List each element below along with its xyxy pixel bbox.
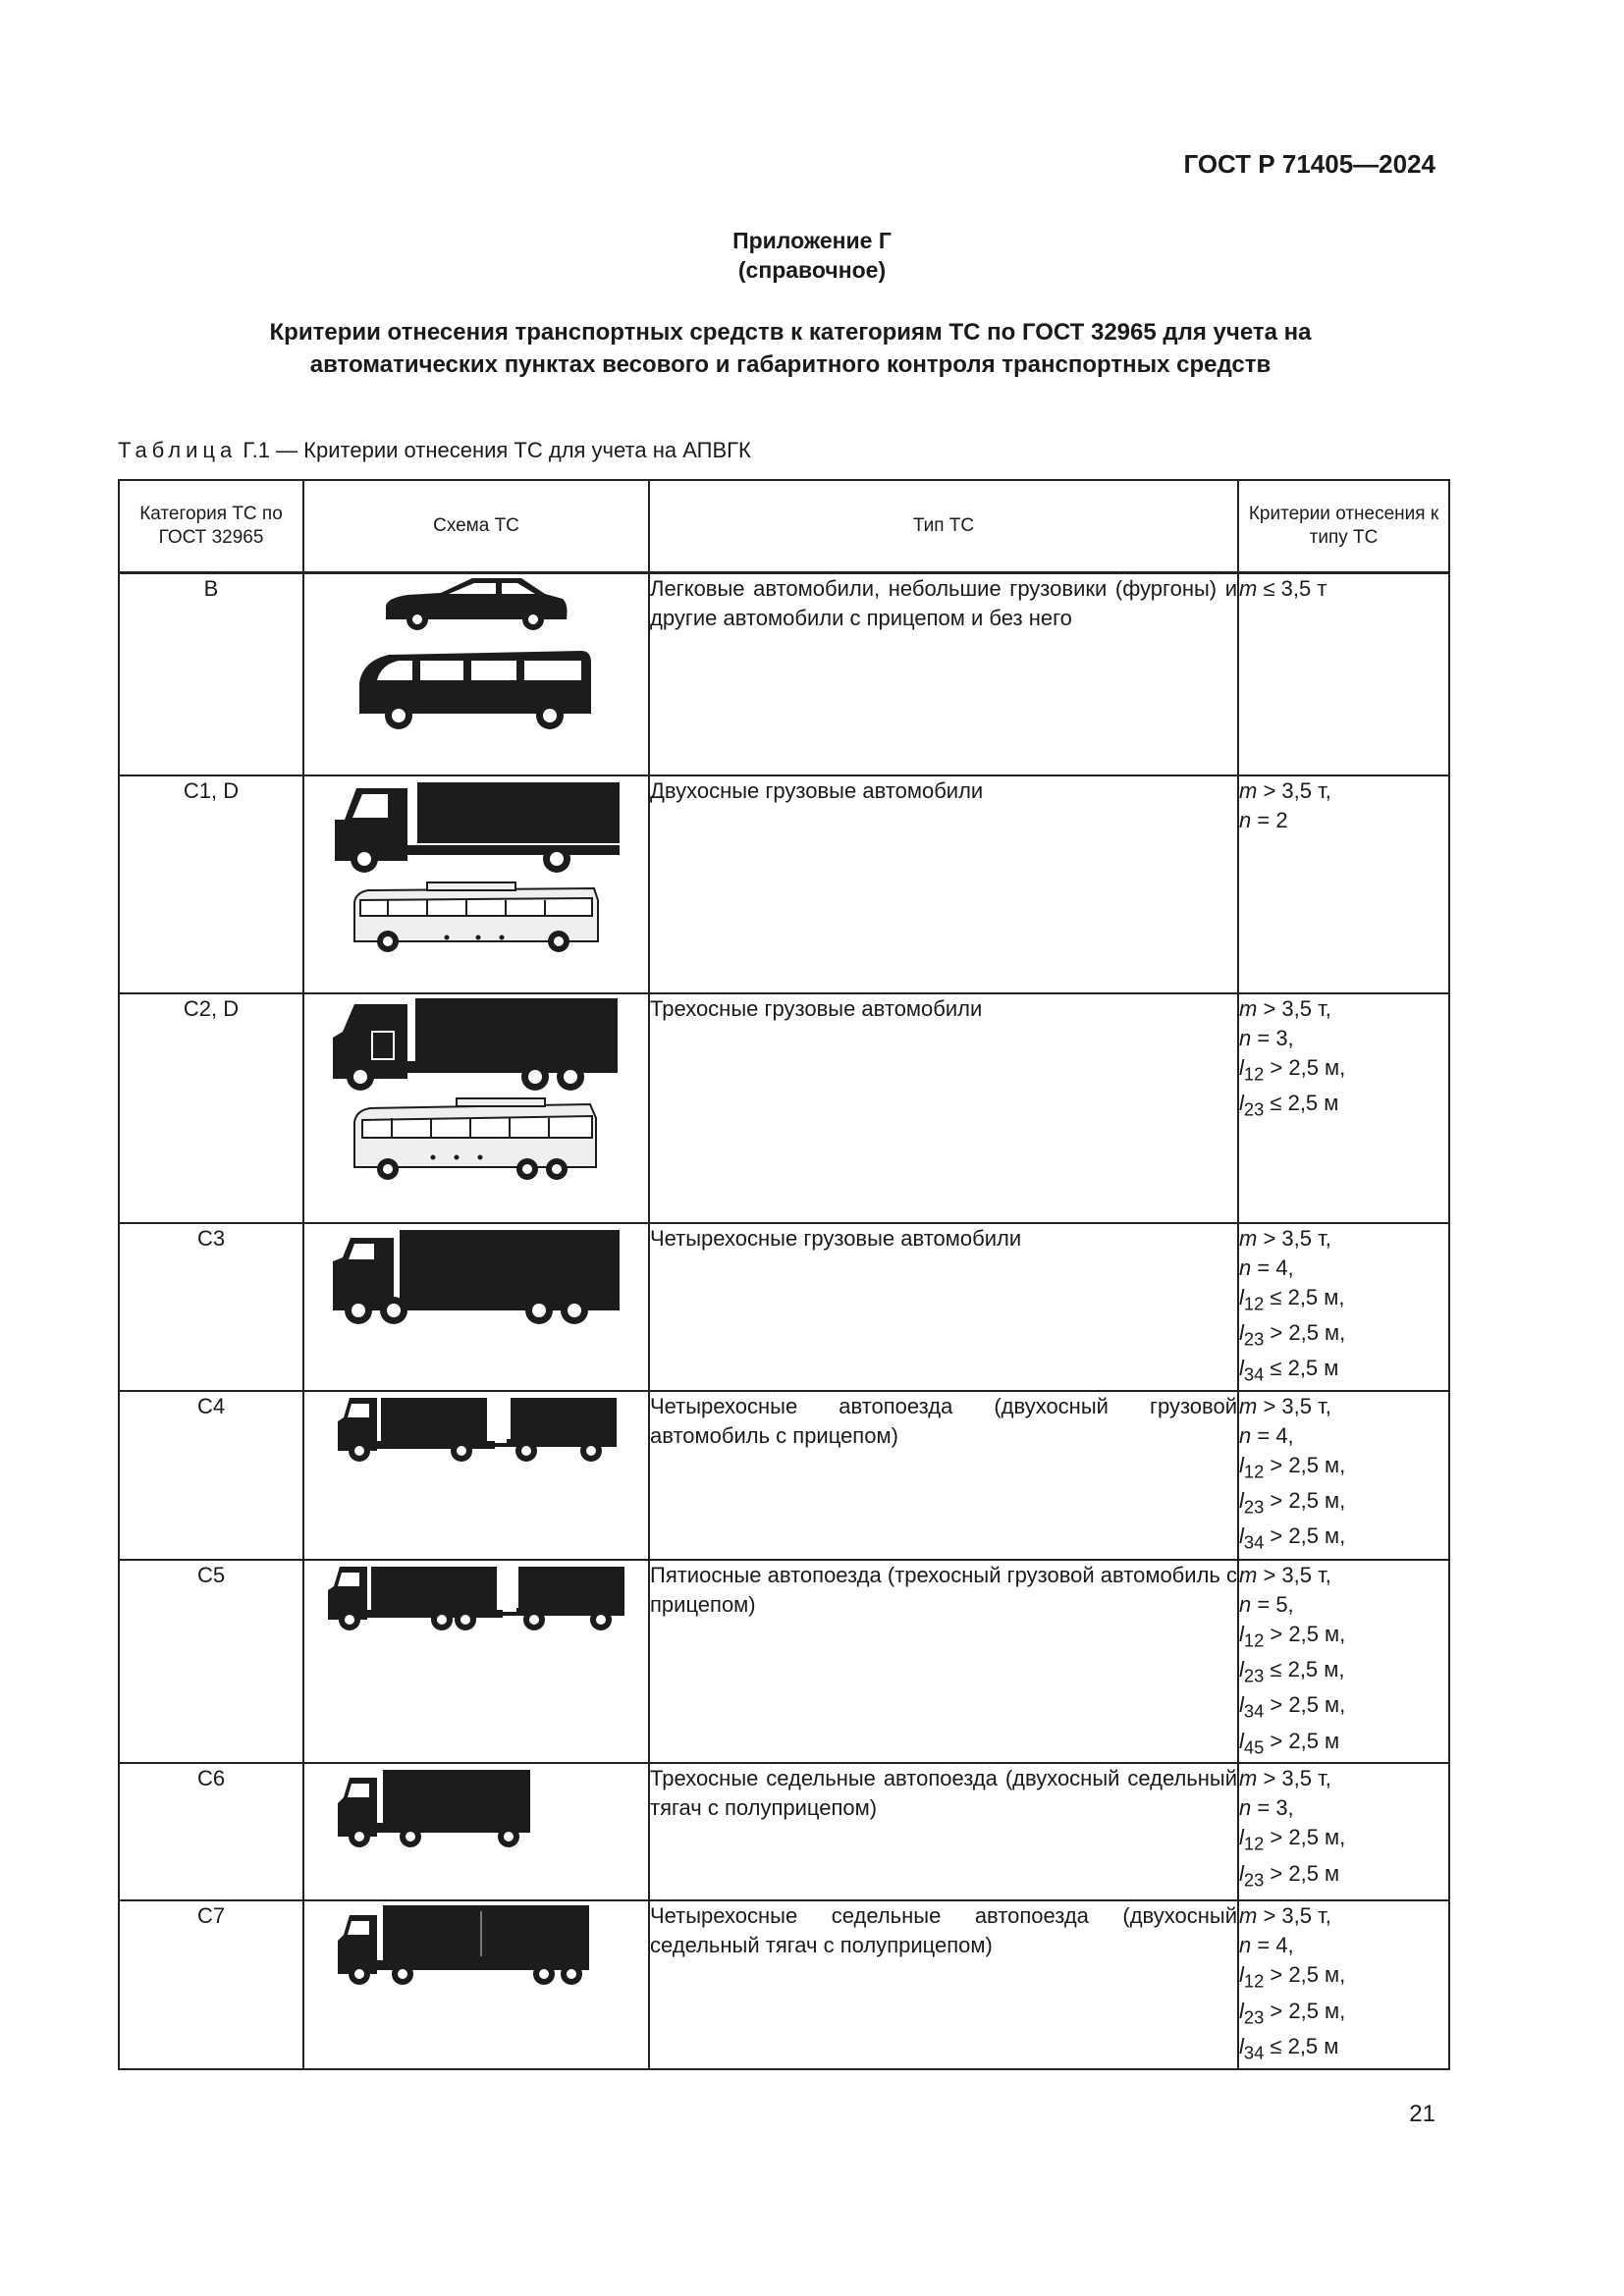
minibus-icon bbox=[353, 645, 599, 733]
scheme-cell bbox=[303, 1763, 649, 1900]
criteria-cell bbox=[1238, 1763, 1449, 1900]
annex-subject-heading bbox=[147, 316, 1434, 381]
criteria-line: $l_{23} > 2,5$ м, bbox=[1239, 1488, 1346, 1518]
criteria-line: $l_{23} \le 2,5$ м bbox=[1239, 1090, 1339, 1120]
criteria-line: n = 5, bbox=[1239, 1591, 1294, 1617]
criteria-cell bbox=[1238, 1223, 1449, 1391]
criteria-line: $l_{45} > 2,5$ м bbox=[1239, 1728, 1340, 1758]
type-cell: Трехосные грузовые автомобили bbox=[649, 993, 1238, 1223]
criteria-line: m ≤ 3,5 т bbox=[1239, 576, 1327, 601]
three-axle-truck-with-trailer-icon bbox=[324, 1561, 628, 1633]
three-axle-truck-icon bbox=[329, 994, 623, 1093]
table-caption-text: Г.1 — Критерии отнесения ТС для учета на АПВГК bbox=[237, 438, 751, 462]
annex-note: (справочное) bbox=[737, 257, 887, 283]
criteria-line: n = 4, bbox=[1239, 1422, 1294, 1448]
criteria-line: $l_{34} \le 2,5$ м bbox=[1239, 2034, 1339, 2063]
col-header-scheme: Схема ТС bbox=[303, 480, 649, 573]
col-header-category: Категория ТС по ГОСТ 32965 bbox=[119, 480, 303, 573]
criteria-line: $l_{34} \le 2,5$ м bbox=[1239, 1356, 1339, 1385]
col-header-criteria: Критерии отнесения к типу ТС bbox=[1238, 480, 1449, 573]
two-axle-truck-icon bbox=[329, 776, 623, 875]
table-row bbox=[119, 1900, 1449, 2069]
scheme-cell bbox=[303, 993, 649, 1223]
standard-number: ГОСТ Р 71405—2024 bbox=[1183, 149, 1435, 179]
col-header-type: Тип ТС bbox=[649, 480, 1238, 573]
type-cell: Четырехосные автопоезда (двухосный грузовой автомобиль с прицепом) bbox=[649, 1391, 1238, 1560]
criteria-line: m > 3,5 т, bbox=[1239, 1225, 1331, 1251]
criteria-line: $l_{34} > 2,5$ м, bbox=[1239, 1523, 1346, 1553]
type-cell: Четырехосные грузовые автомобили bbox=[649, 1223, 1238, 1391]
type-cell: Легковые автомобили, небольшие грузовики (фургоны) и другие автомобили с прицепом и без него bbox=[649, 573, 1238, 775]
table-row bbox=[119, 1223, 1449, 1391]
criteria-line: $l_{12} > 2,5$ м, bbox=[1239, 1825, 1346, 1854]
criteria-line: n = 3, bbox=[1239, 1795, 1294, 1821]
criteria-line: $l_{23} \le 2,5$ м, bbox=[1239, 1657, 1345, 1686]
criteria-line: $l_{23} > 2,5$ м bbox=[1239, 1860, 1340, 1891]
criteria-line: m > 3,5 т, bbox=[1239, 1766, 1331, 1791]
car-icon bbox=[378, 574, 574, 633]
criteria-line: $l_{23} > 2,5$ м, bbox=[1239, 1319, 1346, 1350]
table-row bbox=[119, 1560, 1449, 1764]
criteria-line: $l_{12} > 2,5$ м, bbox=[1239, 1962, 1346, 1992]
type-cell: Трехосные седельные автопоезда (двухосный седельный тягач с полуприцепом) bbox=[649, 1763, 1238, 1900]
four-axle-truck-icon bbox=[329, 1224, 623, 1326]
criteria-line: $l_{12} > 2,5$ м, bbox=[1239, 1452, 1346, 1482]
criteria-cell bbox=[1238, 775, 1449, 993]
heading-line-1: Критерии отнесения транспортных средств к категориям ТС по ГОСТ 32965 для учета на bbox=[269, 319, 1312, 346]
category-cell: C1, D bbox=[119, 775, 303, 993]
category-cell: C2, D bbox=[119, 993, 303, 1223]
heading-line-2: автоматических пунктах весового и габаритного контроля транспортных средств bbox=[309, 351, 1272, 378]
criteria-cell bbox=[1238, 573, 1449, 775]
scheme-cell bbox=[303, 1560, 649, 1764]
category-cell: C4 bbox=[119, 1391, 303, 1560]
table-caption-label: Таблица bbox=[118, 438, 238, 462]
category-cell: C5 bbox=[119, 1560, 303, 1764]
two-axle-bus-icon bbox=[349, 879, 604, 955]
criteria-cell bbox=[1238, 993, 1449, 1223]
criteria-line: $l_{23} > 2,5$ м, bbox=[1239, 1998, 1346, 2028]
criteria-cell bbox=[1238, 1560, 1449, 1764]
scheme-cell bbox=[303, 775, 649, 993]
criteria-cell bbox=[1238, 1900, 1449, 2069]
three-axle-bus-icon bbox=[349, 1096, 604, 1185]
criteria-line: m > 3,5 т, bbox=[1239, 995, 1331, 1021]
table-caption bbox=[118, 438, 751, 463]
annex-title: Приложение Г bbox=[732, 228, 892, 253]
table-row bbox=[119, 993, 1449, 1223]
page-number: 21 bbox=[1409, 2101, 1435, 2127]
criteria-line: $l_{34} > 2,5$ м, bbox=[1239, 1692, 1346, 1722]
truck-with-two-axle-trailer-icon bbox=[334, 1392, 619, 1465]
type-cell: Четырехосные седельные автопоезда (двухосный седельный тягач с полуприцепом) bbox=[649, 1900, 1238, 2069]
criteria-line: $l_{12} > 2,5$ м, bbox=[1239, 1054, 1346, 1084]
criteria-line: n = 4, bbox=[1239, 1255, 1294, 1280]
criteria-line: $l_{12} > 2,5$ м, bbox=[1239, 1621, 1346, 1651]
criteria-line: $l_{12} \le 2,5$ м, bbox=[1239, 1284, 1345, 1313]
table-row bbox=[119, 573, 1449, 775]
criteria-line: m > 3,5 т, bbox=[1239, 1903, 1331, 1929]
criteria-line: n = 3, bbox=[1239, 1025, 1294, 1050]
scheme-cell bbox=[303, 1900, 649, 2069]
tractor-semitrailer-3-axle-icon bbox=[334, 1764, 619, 1852]
criteria-line: m > 3,5 т, bbox=[1239, 777, 1331, 803]
criteria-cell bbox=[1238, 1391, 1449, 1560]
scheme-cell bbox=[303, 1391, 649, 1560]
category-cell: C7 bbox=[119, 1900, 303, 2069]
criteria-line: m > 3,5 т, bbox=[1239, 1393, 1331, 1418]
scheme-cell bbox=[303, 1223, 649, 1391]
criteria-line: n = 2 bbox=[1239, 807, 1288, 832]
category-cell: B bbox=[119, 573, 303, 775]
criteria-line: n = 4, bbox=[1239, 1933, 1294, 1958]
table-row bbox=[119, 1763, 1449, 1900]
criteria-line: m > 3,5 т, bbox=[1239, 1562, 1331, 1587]
type-cell: Пятиосные автопоезда (трехосный грузовой автомобиль с прицепом) bbox=[649, 1560, 1238, 1764]
category-cell: C3 bbox=[119, 1223, 303, 1391]
vehicle-category-table bbox=[118, 479, 1450, 2070]
table-row bbox=[119, 775, 1449, 993]
tractor-semitrailer-4-axle-icon bbox=[334, 1901, 619, 1990]
annex-heading bbox=[0, 226, 1624, 285]
scheme-cell bbox=[303, 573, 649, 775]
category-cell: C6 bbox=[119, 1763, 303, 1900]
type-cell: Двухосные грузовые автомобили bbox=[649, 775, 1238, 993]
table-row bbox=[119, 1391, 1449, 1560]
